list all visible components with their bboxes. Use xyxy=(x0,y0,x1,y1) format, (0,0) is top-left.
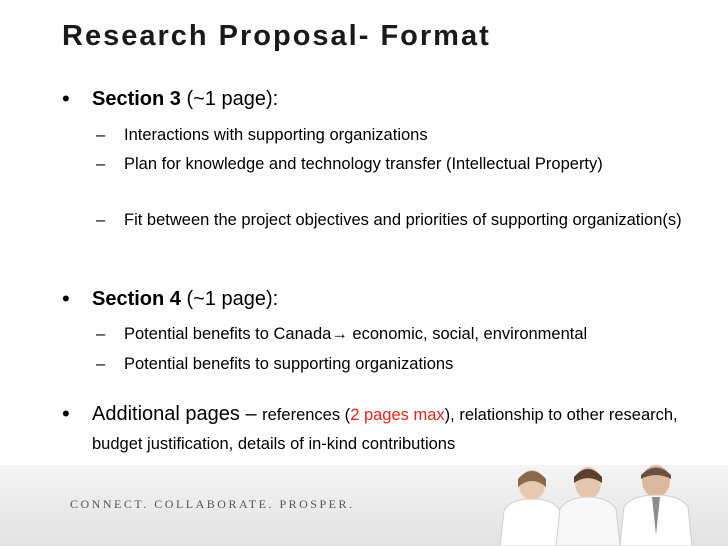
dash-icon: – xyxy=(96,155,106,173)
bullet-icon: • xyxy=(62,286,70,311)
section-4-length: (~1 page): xyxy=(180,288,279,310)
slide-title: Research Proposal- Format xyxy=(62,20,491,52)
people-photo xyxy=(460,465,728,546)
additional-pages-bullet xyxy=(62,400,692,458)
section-3-item-3 xyxy=(96,209,694,231)
footer-slogan: CONNECT. COLLABORATE. PROSPER. xyxy=(70,497,355,511)
item-text: Potential benefits to supporting organizations xyxy=(124,355,454,373)
additional-refs: references ( xyxy=(262,406,351,424)
item-text-rest: economic, social, environmental xyxy=(347,325,588,343)
item-text: Potential benefits to Canada xyxy=(124,325,332,343)
section-4-item-2 xyxy=(96,353,694,375)
section-3-item-1 xyxy=(96,124,694,146)
section-3-bullet xyxy=(62,86,279,111)
dash-icon: – xyxy=(96,126,106,144)
section-4-label: Section 4 xyxy=(92,288,181,310)
page-limit-highlight: 2 pages max xyxy=(350,406,445,424)
section-3-length: (~1 page): xyxy=(180,88,279,110)
additional-rest: ), relationship to other research, budget justification, details of in-kind contributions xyxy=(92,406,678,453)
bullet-icon: • xyxy=(62,401,70,426)
dash-icon: – xyxy=(96,211,106,229)
item-text: Interactions with supporting organizations xyxy=(124,126,428,144)
dash-icon: – xyxy=(96,355,106,373)
item-text: Fit between the project objectives and priorities of supporting organization(s) xyxy=(124,211,682,229)
dash-icon: – xyxy=(96,325,106,343)
section-4-item-1 xyxy=(96,323,724,345)
arrow-right-icon: → xyxy=(331,325,348,343)
section-3-label: Section 3 xyxy=(92,88,181,110)
item-text: Plan for knowledge and technology transfer (Intellectual Property) xyxy=(124,155,603,173)
section-4-bullet xyxy=(62,286,279,311)
additional-label: Additional pages – xyxy=(92,403,263,425)
bullet-icon: • xyxy=(62,86,70,111)
section-3-item-2 xyxy=(96,153,664,175)
